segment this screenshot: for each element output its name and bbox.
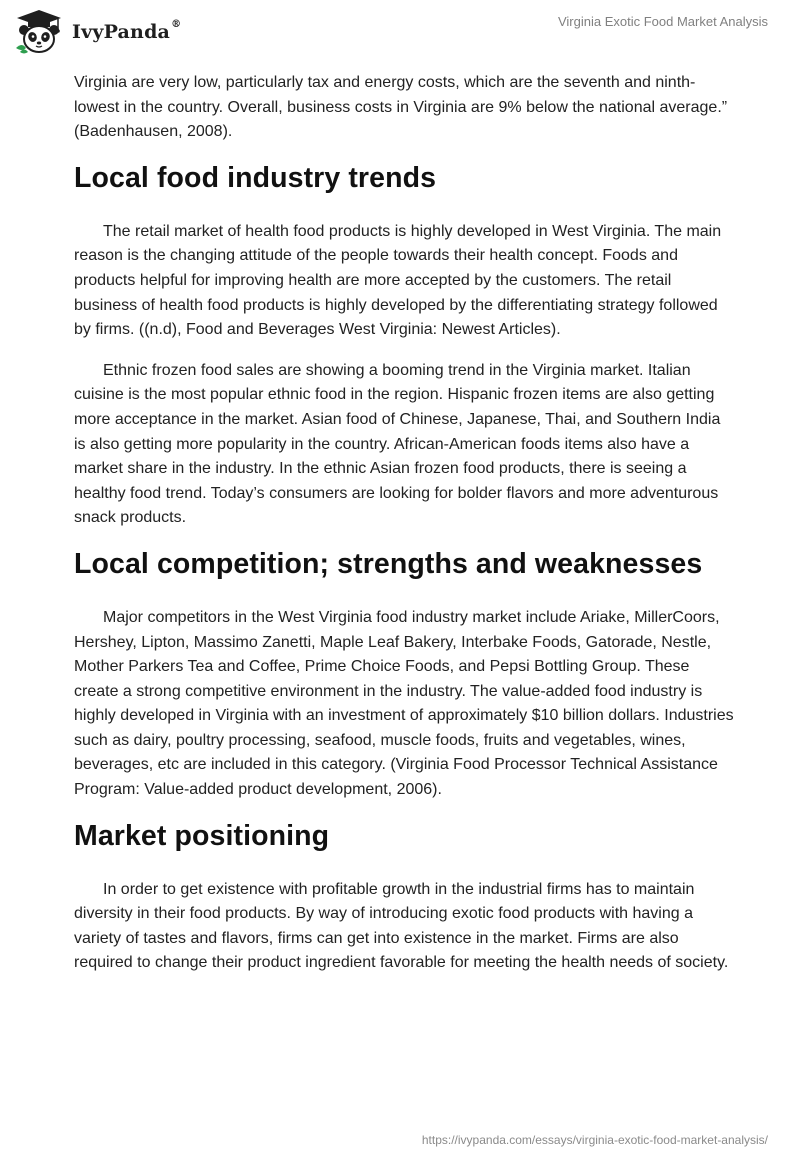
brand-name	[72, 21, 181, 43]
section-heading-local-food-industry-trends: Local food industry trends	[74, 161, 437, 194]
brand-registered-mark: ®	[171, 19, 182, 30]
brand-name-text: IvyPanda	[72, 21, 171, 43]
source-url[interactable]: https://ivypanda.com/essays/virginia-exotic-food-market-analysis/	[421, 1133, 768, 1147]
panda-graduate-icon	[14, 8, 64, 56]
article-body	[74, 71, 734, 992]
document-title: Virginia Exotic Food Market Analysis	[557, 14, 768, 29]
paragraph: Major competitors in the West Virginia food industry market include Ariake, MillerCoors, Hershey, Lipton, Massimo Zanetti, Maple Leaf Bakery, Interbake Foods, Gatorade, Nestle, Mother Parkers Tea and Coffee, Prime Choice Foods, and Pepsi Bottling Group. These create a strong competitive environment in the industry. The value-added food industry is highly developed in Virginia with an investment of approximately $10 billion dollars. Industries such as dairy, poultry processing, seafood, muscle foods, fruits and vegetables, wines, beverages, etc are included in this category. (Virginia Food Processor Technical Assistance Program: Value-added product development, 2006).	[74, 608, 734, 799]
paragraph: Ethnic frozen food sales are showing a booming trend in the Virginia market. Italian cuisine is the most popular ethnic food in the region. Hispanic frozen items are also getting more acceptance in the market. Asian food of Chinese, Japanese, Thai, and Southern India is also getting more popularity in the country. African-American foods items also have a market share in the industry. In the ethnic Asian frozen food products, there is seeing a healthy food trend. Today’s consumers are looking for bolder flavors and more adventurous snack products.	[74, 361, 721, 527]
page-header	[0, 0, 800, 62]
brand-logo[interactable]	[14, 8, 181, 56]
paragraph: The retail market of health food products is highly developed in West Virginia. The main reason is the changing attitude of the people towards their health concept. Foods and products helpful for improving health are more accepted by the customers. The retail business of health food products is highly developed by the differentiating strategy followed by firms. ((n.d), Food and Beverages West Virginia: Newest Articles).	[74, 222, 722, 339]
paragraph: In order to get existence with profitable growth in the industrial firms has to maintain diversity in their food products. By way of introducing exotic food products with having a variety of tastes and flavors, firms can get into existence in the market. Firms are also required to change their product ingredient favorable for meeting the health needs of society.	[74, 880, 729, 972]
intro-paragraph: Virginia are very low, particularly tax and energy costs, which are the seventh and ninth-lowest in the country. Overall, business costs in Virginia are 9% below the national average.” (Badenhausen, 2008).	[74, 74, 728, 141]
section-heading-local-competition: Local competition; strengths and weaknesses	[74, 547, 703, 580]
section-heading-market-positioning: Market positioning	[74, 819, 330, 852]
